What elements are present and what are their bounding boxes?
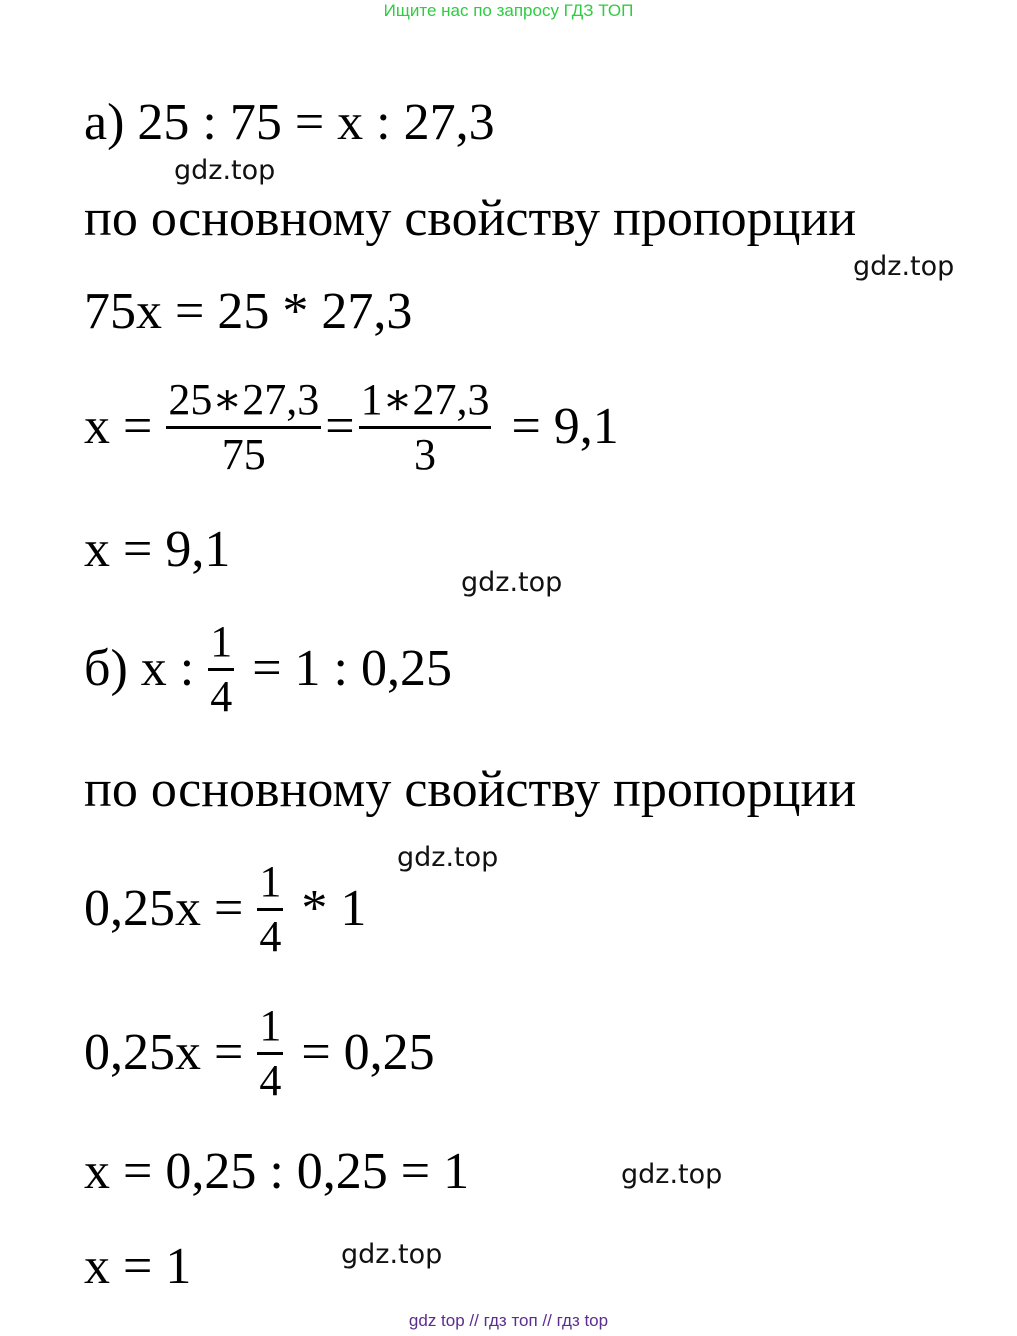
- watermark: gdz.top: [397, 842, 499, 873]
- fraction-bar: [208, 668, 234, 671]
- fraction-numerator: 1: [210, 616, 233, 666]
- part-a-step1-text: 75x = 25 * 27,3: [84, 283, 413, 340]
- part-b-step1-rhs: * 1: [301, 880, 367, 937]
- fraction: [208, 618, 234, 721]
- fraction-denominator: 75: [221, 429, 266, 479]
- fraction-bar: [257, 1052, 283, 1055]
- watermark: gdz.top: [461, 567, 563, 598]
- fraction-denominator: 4: [259, 911, 282, 961]
- part-b-eq-suffix: = 1 : 0,25: [252, 640, 453, 697]
- footer-note: gdz top // гдз топ // гдз top: [408, 1311, 609, 1330]
- part-b-step2-rhs: = 0,25: [301, 1024, 435, 1081]
- part-b-property-text: по основному свойству пропорции: [84, 761, 857, 818]
- header-note: Ищите нас по запросу ГДЗ ТОП: [383, 1, 634, 20]
- watermark: gdz.top: [621, 1159, 723, 1190]
- fraction: [257, 858, 283, 961]
- part-b-property: [84, 760, 856, 820]
- watermark: gdz.top: [174, 155, 276, 186]
- part-a-step2: [84, 372, 619, 482]
- part-b-answer-text: x = 1: [84, 1238, 192, 1295]
- part-a-answer-text: x = 9,1: [84, 521, 231, 578]
- watermark: gdz.top: [341, 1239, 443, 1270]
- part-a-step2-rhs: = 9,1: [511, 398, 619, 455]
- fraction-numerator: 25∗27,3: [168, 374, 320, 424]
- fraction-numerator: 1: [259, 856, 282, 906]
- part-b-step2-lhs: 0,25x =: [84, 1024, 244, 1081]
- part-b-equation: [84, 614, 452, 724]
- fraction-numerator: 1: [259, 1000, 282, 1050]
- part-a-equation: [84, 93, 495, 153]
- fraction-denominator: 4: [210, 671, 233, 721]
- fraction-denominator: 3: [414, 429, 437, 479]
- part-a-step1: [84, 282, 412, 342]
- part-a-property: [84, 189, 856, 249]
- fraction-denominator: 4: [259, 1055, 282, 1105]
- part-a-answer: [84, 520, 230, 580]
- part-b-answer: [84, 1237, 191, 1297]
- fraction-bar: [257, 908, 283, 911]
- part-a-equation-text: а) 25 : 75 = x : 27,3: [84, 94, 495, 151]
- part-a-step2-lhs: x =: [84, 398, 153, 455]
- part-b-step1-lhs: 0,25x =: [84, 880, 244, 937]
- equals-sign: =: [325, 398, 355, 455]
- part-a-property-text: по основному свойству пропорции: [84, 190, 857, 247]
- fraction: [166, 376, 321, 479]
- fraction-numerator: 1∗27,3: [360, 374, 490, 424]
- part-b-step1: [84, 854, 366, 964]
- watermark: gdz.top: [853, 251, 955, 282]
- fraction: [257, 1002, 283, 1105]
- part-b-step2: [84, 998, 435, 1108]
- part-b-step3-text: x = 0,25 : 0,25 = 1: [84, 1143, 470, 1200]
- part-b-eq-prefix: б) x :: [84, 640, 195, 697]
- fraction: [359, 376, 492, 479]
- fraction-bar: [359, 426, 492, 429]
- part-b-step3: [84, 1142, 469, 1202]
- fraction-bar: [166, 426, 321, 429]
